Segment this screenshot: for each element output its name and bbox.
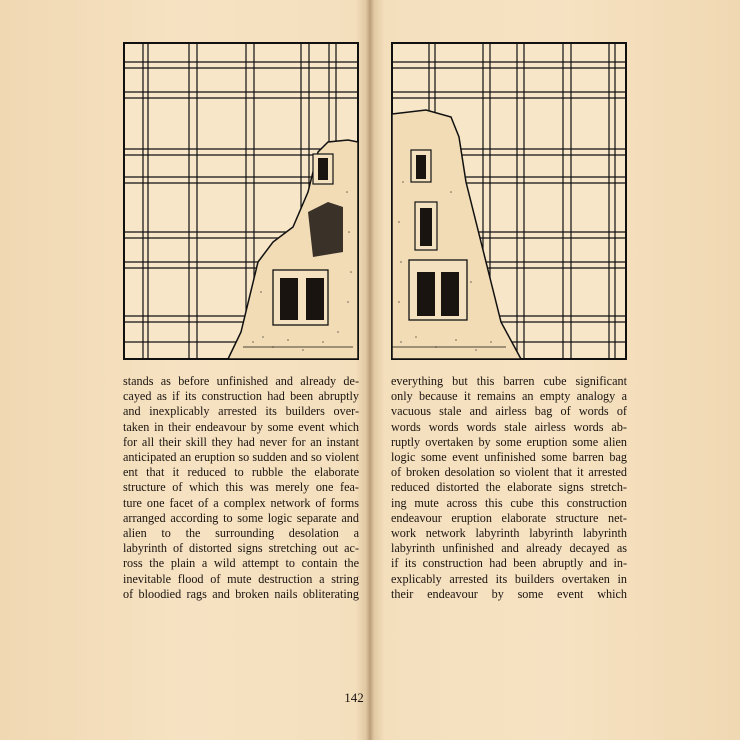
text-line: reduced distorted the elaborate signs stretch- bbox=[391, 480, 627, 495]
text-line: ent that it reduced to rubble the elaborate bbox=[123, 465, 359, 480]
text-line: anticipated an eruption so sudden and so violent bbox=[123, 450, 359, 465]
text-line: alien to the surrounding desolation a bbox=[123, 526, 359, 541]
text-line: inevitable flood of mute destruction a string bbox=[123, 571, 359, 586]
book-gutter bbox=[366, 0, 374, 740]
left-illustration bbox=[123, 42, 359, 360]
text-line: ruptly overtaken by some eruption some alien bbox=[391, 434, 627, 449]
text-line: everything but this barren cube significant bbox=[391, 374, 627, 388]
text-line: words words words stale airless words ab- bbox=[391, 419, 627, 434]
text-line: for all their skill they had never for an instant bbox=[123, 434, 359, 449]
text-line: cayed as if its construction had been abruptly bbox=[123, 389, 359, 404]
text-line: stands as before unfinished and already de- bbox=[123, 374, 359, 388]
text-line: logic some event unfinished some barren bag bbox=[391, 450, 627, 465]
text-line: labyrinth unfinished and already decayed as bbox=[391, 541, 627, 556]
text-line: ross the plain a wild attempt to contain the bbox=[123, 556, 359, 571]
text-line: their endeavour by some event which bbox=[391, 586, 627, 601]
text-line: vacuous stale and airless bag of words of bbox=[391, 404, 627, 419]
left-page-text bbox=[123, 374, 359, 602]
text-line: structure of which this was merely one fea- bbox=[123, 480, 359, 495]
text-line: if its construction had been abruptly and in- bbox=[391, 556, 627, 571]
text-line: of bloodied rags and broken nails obliterating bbox=[123, 586, 359, 601]
text-line: work network labyrinth labyrinth labyrinth bbox=[391, 526, 627, 541]
text-line: and inexplicably arrested its builders over- bbox=[123, 404, 359, 419]
text-line: endeavour eruption elaborate structure net- bbox=[391, 510, 627, 525]
text-line: only because it remains an empty analogy a bbox=[391, 389, 627, 404]
text-line: arranged according to some logic separate and bbox=[123, 510, 359, 525]
text-line: explicably arrested its builders overtaken in bbox=[391, 571, 627, 586]
text-line: ture one facet of a complex network of forms bbox=[123, 495, 359, 510]
text-line: taken in their endeavour by some event which bbox=[123, 419, 359, 434]
text-line: labyrinth of distorted signs stretching out ac- bbox=[123, 541, 359, 556]
right-page-text bbox=[391, 374, 627, 602]
page-number: 142 bbox=[344, 690, 364, 705]
right-illustration bbox=[391, 42, 627, 360]
text-line: of broken desolation so violent that it arrested bbox=[391, 465, 627, 480]
text-line: ing mute across this cube this construction bbox=[391, 495, 627, 510]
